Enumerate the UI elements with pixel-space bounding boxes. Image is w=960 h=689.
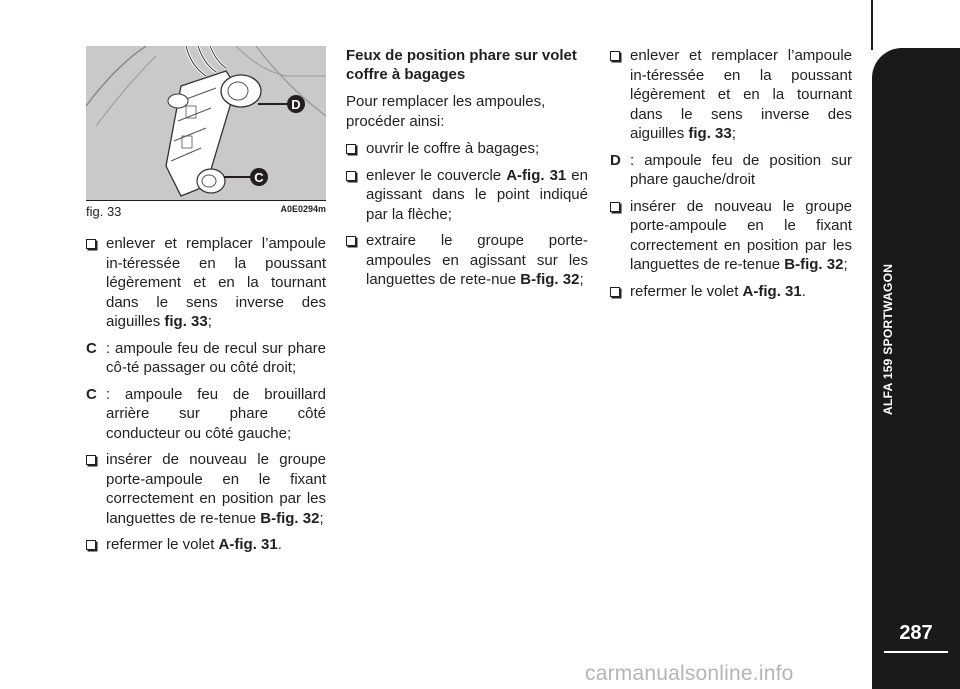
figure-caption: fig. 33 xyxy=(86,204,122,219)
checkbox-bullet-icon xyxy=(346,236,356,246)
definition-item: C : ampoule feu de recul sur phare cô-té passager ou côté droit; xyxy=(86,339,326,376)
list-item: enlever et remplacer l’ampoule in-téressée en la poussant légèrement et en la tournant dans le sens inverse des aiguilles fig. 33; xyxy=(86,234,326,332)
intro-text: Pour remplacer les ampoules, procéder ainsi: xyxy=(346,93,546,130)
watermark-text: carmanualsonline.info xyxy=(585,662,794,685)
figure-code: A0E0294m xyxy=(280,204,326,214)
checkbox-bullet-icon xyxy=(610,287,620,297)
section-heading: Feux de position phare sur volet coffre à bagages xyxy=(346,47,577,83)
definition-key: C xyxy=(86,385,97,403)
figure-reference: fig. 33 xyxy=(164,313,208,330)
figure-reference: A-fig. 31 xyxy=(742,282,802,300)
figure-reference: B-fig. 32 xyxy=(784,256,844,273)
list-item: enlever le couvercle A-fig. 31 en agissant dans le point indiqué par la flèche; xyxy=(346,166,588,225)
checkbox-bullet-icon xyxy=(346,171,356,181)
text-column-3 xyxy=(610,46,852,308)
sidebar-model-label: ALFA 159 SPORTWAGON xyxy=(881,263,895,415)
list-item: ouvrir le coffre à bagages; xyxy=(346,139,588,159)
callout-c-label: C xyxy=(254,170,264,185)
checkbox-bullet-icon xyxy=(86,540,96,550)
list-item: refermer le volet A-fig. 31. xyxy=(86,535,326,555)
definition-item: C : ampoule feu de brouillard arrière sur phare côté conducteur ou côté gauche; xyxy=(86,385,326,442)
definition-key: C xyxy=(86,339,97,357)
figure-reference: B-fig. 32 xyxy=(260,509,320,527)
figure-reference: B-fig. 32 xyxy=(520,271,580,288)
checkbox-bullet-icon xyxy=(86,239,96,249)
text-column-1 xyxy=(86,234,326,562)
figure-reference: fig. 33 xyxy=(688,125,732,142)
list-item: refermer le volet A-fig. 31. xyxy=(610,282,852,302)
checkbox-bullet-icon xyxy=(610,51,620,61)
page-number: 287 xyxy=(899,622,933,644)
text-column-2 xyxy=(346,46,588,297)
figure-caption-row xyxy=(86,200,326,223)
callout-d-label: D xyxy=(291,97,301,112)
list-item: extraire le groupe porte-ampoules en agissant sur les languettes de rete-nue B-fig. 32; xyxy=(346,231,588,290)
list-item: enlever et remplacer l’ampoule in-téressée en la poussant légèrement et en la tournant dans le sens inverse des aiguilles fig. 33; xyxy=(610,46,852,144)
definition-key: D xyxy=(610,151,621,169)
checkbox-bullet-icon xyxy=(610,202,620,212)
sidebar-top-line xyxy=(871,0,873,50)
figure-reference: A-fig. 31 xyxy=(506,166,567,184)
figure-reference: A-fig. 31 xyxy=(218,536,278,553)
checkbox-bullet-icon xyxy=(346,144,356,154)
definition-item: D : ampoule feu de position sur phare gauche/droit xyxy=(610,151,852,188)
figure-33-illustration xyxy=(86,46,326,200)
lamp-holder-drawing xyxy=(86,46,326,200)
checkbox-bullet-icon xyxy=(86,455,96,465)
page-number-underline xyxy=(884,651,948,653)
list-item: insérer de nouveau le groupe porte-ampoule en le fixant correctement en position par les languettes de re-tenue B-fig. 32; xyxy=(610,197,852,275)
list-item: insérer de nouveau le groupe porte-ampoule en le fixant correctement en position par les languettes de re-tenue B-fig. 32; xyxy=(86,450,326,528)
